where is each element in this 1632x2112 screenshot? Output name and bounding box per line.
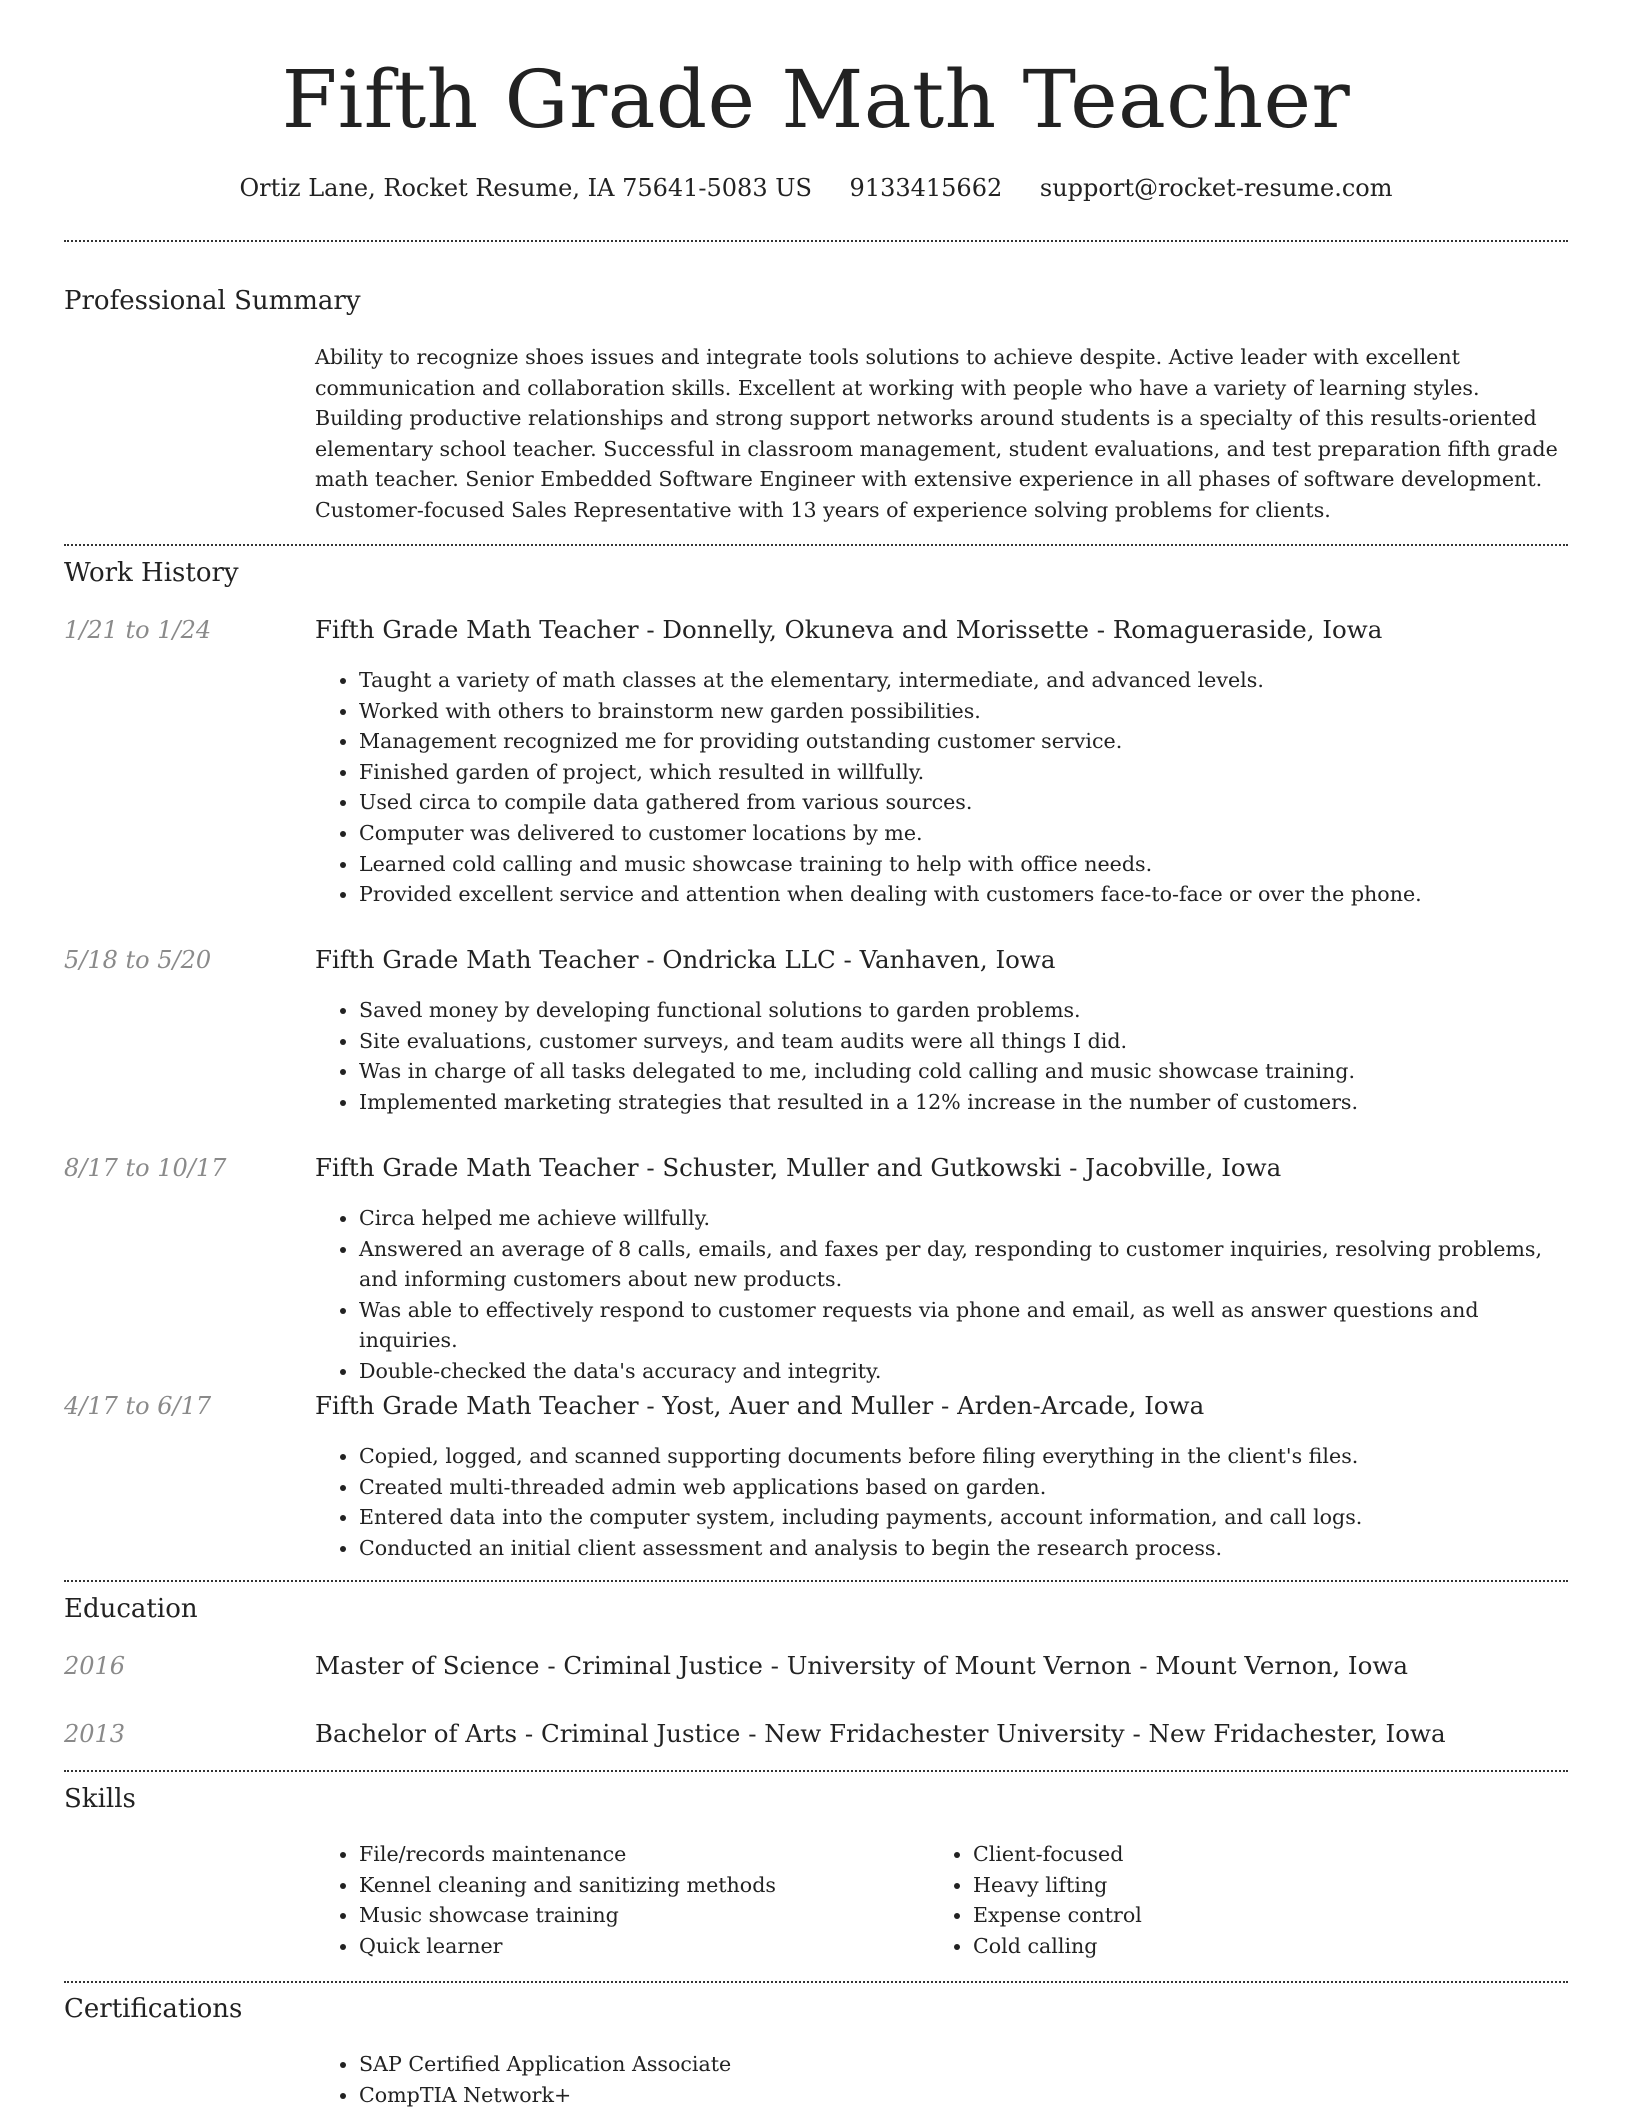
skill-item: • Quick learner — [359, 1931, 1565, 1962]
job-bullet: • Answered an average of 8 calls, emails, and faxes per day, responding to customer inquiries, resolving problems, and informing customers about new products. — [359, 1234, 1565, 1295]
job-position: Fifth Grade Math Teacher — [315, 945, 639, 974]
contact-line — [0, 170, 1632, 206]
job-employer: - Schuster, Muller and Gutkowski - Jacobville, Iowa — [638, 1153, 1282, 1182]
education-school: - New Fridachester University - New Fridachester, Iowa — [740, 1719, 1446, 1748]
job-bullet: • Saved money by developing functional solutions to garden problems. — [359, 995, 1565, 1026]
job-title — [315, 944, 1056, 976]
job-bullets — [315, 1441, 1565, 1563]
certifications-heading: Certifications — [64, 1994, 243, 2024]
job-employer: - Ondricka LLC - Vanhaven, Iowa — [638, 945, 1056, 974]
job-date: 1/21 to 1/24 — [64, 616, 212, 644]
job-bullet: • Conducted an initial client assessment and analysis to begin the research process. — [359, 1533, 1565, 1564]
job-bullets — [315, 665, 1565, 910]
job-bullet: • Was able to effectively respond to customer requests via phone and email, as well as answer questions and inquiries. — [359, 1295, 1565, 1356]
work-history-heading: Work History — [64, 558, 239, 588]
section-divider — [64, 1770, 1568, 1772]
summary-text: Ability to recognize shoes issues and integrate tools solutions to achieve despite. Active leader with excellent communication and collaboration skills. Excellent at working with people who have a variety of learning styles. Building productive relationships and strong support networks around students is a specialty of this results-oriented elementary school teacher. Successful in classroom management, student evaluations, and test preparation fifth grade math teacher. Senior Embedded Software Engineer with extensive experience in all phases of software development. Customer-focused Sales Representative with 13 years of experience solving problems for clients. — [315, 345, 1558, 522]
education-heading: Education — [64, 1594, 198, 1624]
education-degree: Master of Science - Criminal Justice — [315, 1651, 763, 1680]
job-title — [315, 1152, 1281, 1184]
job-employer: - Yost, Auer and Muller - Arden-Arcade, Iowa — [638, 1391, 1205, 1420]
job-bullet: • Double-checked the data's accuracy and integrity. — [359, 1356, 1565, 1387]
job-bullets — [315, 1203, 1565, 1387]
job-bullet: • Computer was delivered to customer locations by me. — [359, 818, 1565, 849]
education-school: - University of Mount Vernon - Mount Vernon, Iowa — [762, 1651, 1408, 1680]
certification-item: • SAP Certified Application Associate — [359, 2049, 1565, 2080]
job-bullet: • Created multi-threaded admin web applications based on garden. — [359, 1472, 1565, 1503]
certifications-list — [315, 2049, 1565, 2110]
section-divider — [64, 1580, 1568, 1582]
skill-item: • Heavy lifting — [973, 1870, 1632, 1901]
section-divider — [64, 544, 1568, 546]
skills-list-right — [929, 1839, 1632, 1961]
skill-item: • Client-focused — [973, 1839, 1632, 1870]
job-bullet: • Used circa to compile data gathered from various sources. — [359, 787, 1565, 818]
skill-item: • Cold calling — [973, 1931, 1632, 1962]
job-bullet: • Implemented marketing strategies that resulted in a 12% increase in the number of customers. — [359, 1087, 1565, 1118]
certification-item: • CompTIA Network+ — [359, 2080, 1565, 2111]
job-bullet: • Provided excellent service and attention when dealing with customers face-to-face or over the phone. — [359, 879, 1565, 910]
education-year: 2016 — [64, 1652, 126, 1680]
job-position: Fifth Grade Math Teacher — [315, 615, 639, 644]
job-date: 4/17 to 6/17 — [64, 1392, 212, 1420]
education-degree: Bachelor of Arts - Criminal Justice — [315, 1719, 741, 1748]
section-divider — [64, 240, 1568, 242]
job-position: Fifth Grade Math Teacher — [315, 1391, 639, 1420]
job-bullet: • Entered data into the computer system, including payments, account information, and call logs. — [359, 1502, 1565, 1533]
education-entry — [315, 1718, 1446, 1750]
skill-item: • Expense control — [973, 1900, 1632, 1931]
job-bullet: • Was in charge of all tasks delegated to me, including cold calling and music showcase training. — [359, 1056, 1565, 1087]
section-divider — [64, 1981, 1568, 1983]
job-date: 8/17 to 10/17 — [64, 1154, 227, 1182]
job-bullets — [315, 995, 1565, 1117]
contact-email: support@rocket-resume.com — [1039, 174, 1393, 202]
job-employer: - Donnelly, Okuneva and Morissette - Romagueraside, Iowa — [638, 615, 1383, 644]
job-bullet: • Worked with others to brainstorm new garden possibilities. — [359, 696, 1565, 727]
skill-item: • Music showcase training — [359, 1900, 1565, 1931]
job-bullet: • Learned cold calling and music showcase training to help with office needs. — [359, 849, 1565, 880]
contact-phone: 9133415662 — [849, 174, 1003, 202]
education-year: 2013 — [64, 1720, 126, 1748]
summary-heading: Professional Summary — [64, 286, 361, 316]
education-entry — [315, 1650, 1408, 1682]
job-title — [315, 614, 1382, 646]
job-position: Fifth Grade Math Teacher — [315, 1153, 639, 1182]
job-bullet: • Finished garden of project, which resulted in willfully. — [359, 757, 1565, 788]
job-bullet: • Site evaluations, customer surveys, and team audits were all things I did. — [359, 1026, 1565, 1057]
job-bullet: • Management recognized me for providing outstanding customer service. — [359, 726, 1565, 757]
skill-item: • Kennel cleaning and sanitizing methods — [359, 1870, 1565, 1901]
job-title — [315, 1390, 1204, 1422]
job-date: 5/18 to 5/20 — [64, 946, 212, 974]
job-bullet: • Copied, logged, and scanned supporting documents before filing everything in the client's files. — [359, 1441, 1565, 1472]
job-bullet: • Taught a variety of math classes at the elementary, intermediate, and advanced levels. — [359, 665, 1565, 696]
job-bullet: • Circa helped me achieve willfully. — [359, 1203, 1565, 1234]
resume-name: Fifth Grade Math Teacher — [281, 53, 1351, 146]
contact-address: Ortiz Lane, Rocket Resume, IA 75641-5083 US — [239, 174, 812, 202]
skill-item: • File/records maintenance — [359, 1839, 1565, 1870]
skills-heading: Skills — [64, 1784, 136, 1814]
